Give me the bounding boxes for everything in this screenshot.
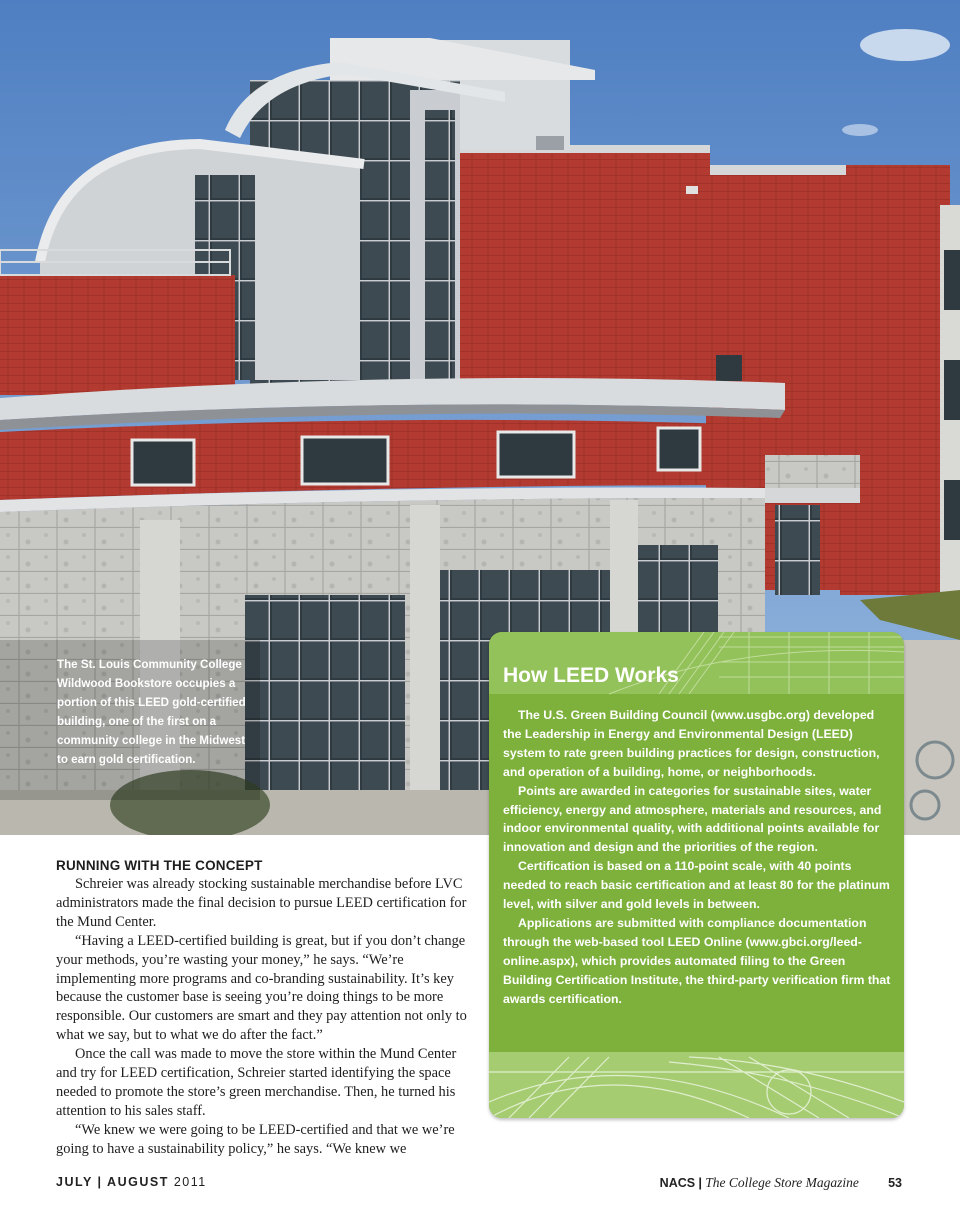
- publisher-name: NACS: [659, 1176, 696, 1190]
- leed-sidebar: [489, 632, 904, 1118]
- page-number: 53: [888, 1176, 902, 1190]
- article-paragraph: “We knew we were going to be LEED-certified and that we we’re going to have a sustainability policy,” he says. “We knew we: [56, 1121, 455, 1157]
- section-heading: RUNNING WITH THE CONCEPT: [56, 858, 263, 873]
- article-paragraph: Schreier was already stocking sustainable merchandise before LVC administrators made the final decision to pursue LEED certification for the Mund Center.: [56, 876, 467, 930]
- sidebar-paragraph: The U.S. Green Building Council (www.usgbc.org) developed the Leadership in Energy and Environmental Design (LEED) system to rate green building practices for design, construction, and operation of a building, home, or neighborhoods.: [503, 708, 880, 779]
- sidebar-paragraph: Applications are submitted with compliance documentation through the web-based tool LEED Online (www.gbci.org/leed-online.aspx), which provides automated filing to the Green Building Certification Institute, the third-party verification firm that awards certification.: [503, 915, 891, 1006]
- sidebar-title: How LEED Works: [503, 664, 679, 687]
- article-paragraph: Once the call was made to move the store within the Mund Center and try for LEED certification, Schreier started identifying the space needed to promote the store’s green merchandise. Then, he turned his attention to his sales staff.: [56, 1046, 457, 1119]
- magazine-name: The College Store Magazine: [705, 1175, 859, 1190]
- sidebar-body: [503, 706, 895, 1009]
- footer-separator: |: [698, 1175, 702, 1190]
- issue-date: [56, 1175, 207, 1189]
- sidebar-paragraph: Points are awarded in categories for sustainable sites, water efficiency, energy and atmosphere, materials and resources, and indoor environmental quality, with additional points available for innovation and design and the priorities of the region.: [503, 783, 882, 855]
- photo-caption: The St. Louis Community College Wildwood Bookstore occupies a portion of this LEED gold-certified building, one of the first on a community college in the Midwest to earn gold certification.: [57, 658, 246, 766]
- article-column: [56, 856, 476, 1159]
- issue-months: JULY | AUGUST: [56, 1175, 169, 1189]
- article-paragraph: “Having a LEED-certified building is great, but if you don’t change your methods, you’re wasting your money,” he says. “We’re implementing more programs and co-branding sustainability. It’s key because the customer base is seeing you’re doing things to be more responsible. Our customers are smart and they pay attention not only to what we say, but to what we do after the fact.”: [56, 932, 467, 1044]
- running-footer: [660, 1175, 902, 1191]
- sidebar-paragraph: Certification is based on a 110-point scale, with 40 points needed to reach basic certification and at least 80 for the platinum level, with silver and gold levels in between.: [503, 859, 890, 912]
- issue-year: 2011: [173, 1175, 207, 1189]
